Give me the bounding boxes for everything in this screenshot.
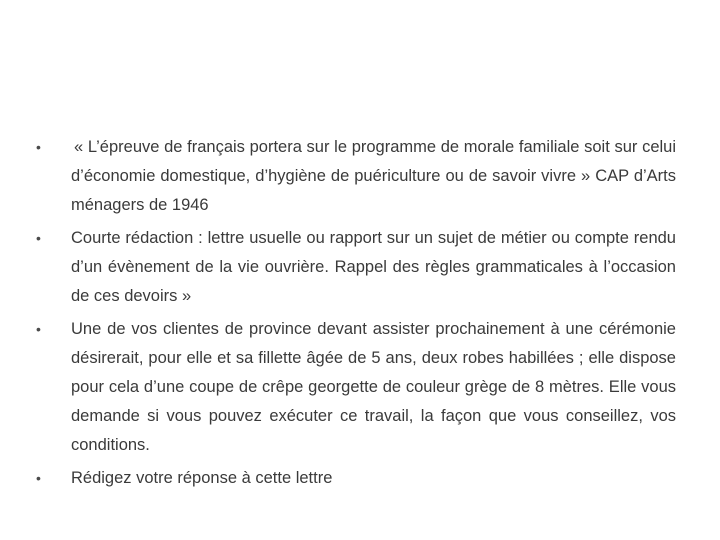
bullet-dot-icon: • — [36, 139, 41, 155]
bullet-text-instruction: Rédigez votre réponse à cette lettre — [71, 469, 333, 487]
list-item — [36, 133, 676, 220]
bullet-text-exam-quote: « L’épreuve de français portera sur le programme de morale familiale soit sur celui d’économie domestique, d’hygiène de puériculture ou de savoir vivre » CAP d’Arts ménagers de 1946 — [71, 138, 676, 214]
bullet-text-client-letter: Une de vos clientes de province devant assister prochainement à une cérémonie désirerait, pour elle et sa fillette âgée de 5 ans, deux robes habillées ; elle dispose pour cela d’une coupe de crêpe georgette de couleur grège de 8 mètres. Elle vous demande si vous pouvez exécuter ce travail, la façon que vous conseillez, vos conditions. — [71, 320, 676, 454]
list-item — [36, 224, 676, 311]
list-item — [36, 315, 676, 460]
bullet-dot-icon: • — [36, 230, 41, 246]
bullet-list — [36, 133, 676, 493]
list-item — [36, 464, 676, 493]
bullet-text-short-essay: Courte rédaction : lettre usuelle ou rapport sur un sujet de métier ou compte rendu d’un évènement de la vie ouvrière. Rappel des règles grammaticales à l’occasion de ces devoirs » — [71, 229, 676, 305]
bullet-dot-icon: • — [36, 321, 41, 337]
bullet-dot-icon: • — [36, 470, 41, 486]
